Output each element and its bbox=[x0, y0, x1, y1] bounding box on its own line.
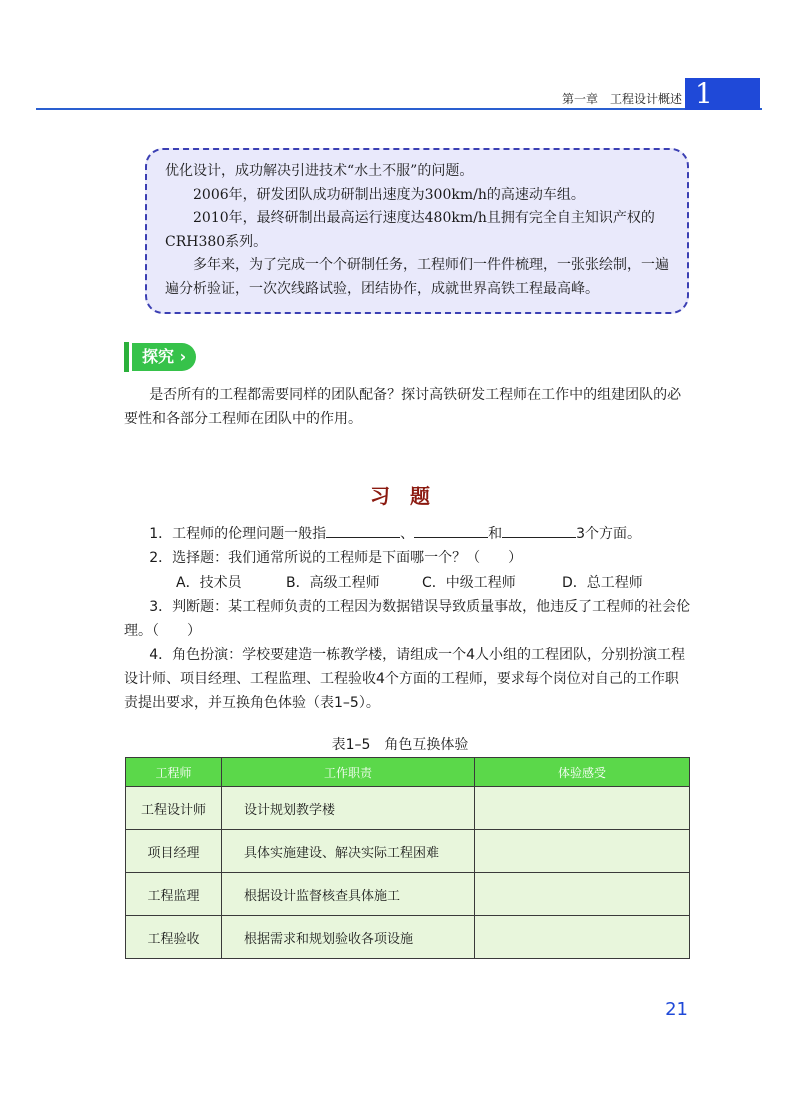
question-1-sep: 、 bbox=[400, 526, 415, 542]
table-header-engineer: 工程师 bbox=[126, 758, 222, 787]
table-cell-role: 工程设计师 bbox=[126, 787, 222, 830]
table-cell-role: 项目经理 bbox=[126, 830, 222, 873]
info-paragraph: 2006年，研发团队成功研制出速度为300km/h的高速动车组。 bbox=[193, 186, 585, 203]
table-cell-role: 工程监理 bbox=[126, 873, 222, 916]
table-cell-duty: 根据设计监督核查具体施工 bbox=[222, 873, 475, 916]
table-cell-experience[interactable] bbox=[475, 830, 690, 873]
question-1-text: 1．工程师的伦理问题一般指 bbox=[149, 526, 327, 542]
table-row bbox=[126, 830, 690, 873]
chapter-number-badge: 1 bbox=[685, 78, 760, 110]
table-cell-experience[interactable] bbox=[475, 787, 690, 830]
question-1-sep: 和 bbox=[488, 526, 503, 542]
question-2: 2．选择题：我们通常所说的工程师是下面哪一个？（ ） bbox=[149, 550, 523, 566]
table-caption: 表1–5 角色互换体验 bbox=[331, 737, 469, 753]
question-1 bbox=[124, 522, 692, 546]
table-row bbox=[126, 787, 690, 830]
explore-question: 是否所有的工程都需要同样的团队配备？探讨高铁研发工程师在工作中的组建团队的必要性和各部分工程师在团队中的作用。 bbox=[124, 387, 682, 427]
info-paragraph: 2010年，最终研制出最高运行速度达480km/h且拥有完全自主知识产权的CRH380系列。 bbox=[165, 210, 655, 250]
chapter-header-label: 第一章 工程设计概述 bbox=[561, 92, 682, 106]
answer-blank[interactable] bbox=[414, 523, 488, 538]
info-box bbox=[145, 148, 689, 314]
table-header-experience: 体验感受 bbox=[475, 758, 690, 787]
explore-tag-label: 探究 › bbox=[132, 343, 196, 371]
table-cell-role: 工程验收 bbox=[126, 916, 222, 959]
option-a[interactable]: A．技术员 bbox=[176, 575, 242, 591]
role-table bbox=[125, 757, 690, 959]
question-2-options bbox=[176, 571, 643, 595]
table-header-duty: 工作职责 bbox=[222, 758, 475, 787]
table-cell-duty: 具体实施建设、解决实际工程困难 bbox=[222, 830, 475, 873]
explore-tag-bar bbox=[124, 342, 129, 372]
table-row bbox=[126, 916, 690, 959]
exercises-title: 习 题 bbox=[370, 484, 430, 508]
table-cell-experience[interactable] bbox=[475, 873, 690, 916]
answer-blank[interactable] bbox=[326, 523, 400, 538]
header-rule bbox=[36, 108, 762, 110]
info-paragraph: 多年来，为了完成一个个研制任务，工程师们一件件梳理，一张张绘制，一遍遍分析验证，一次次线路试验，团结协作，成就世界高铁工程最高峰。 bbox=[165, 257, 669, 297]
option-b[interactable]: B．高级工程师 bbox=[286, 575, 380, 591]
table-cell-experience[interactable] bbox=[475, 916, 690, 959]
question-4: 4．角色扮演：学校要建造一栋教学楼，请组成一个4人小组的工程团队，分别扮演工程设计师、项目经理、工程监理、工程验收4个方面的工程师，要求每个岗位对自己的工作职责提出要求，并互换角色体验（表1–5）。 bbox=[124, 647, 685, 711]
answer-blank[interactable] bbox=[502, 523, 576, 538]
question-3: 3．判断题：某工程师负责的工程因为数据错误导致质量事故，他违反了工程师的社会伦理。（ ） bbox=[124, 599, 691, 639]
table-cell-duty: 设计规划教学楼 bbox=[222, 787, 475, 830]
table-header-row bbox=[126, 758, 690, 787]
table-row bbox=[126, 873, 690, 916]
question-1-end: 3个方面。 bbox=[576, 526, 642, 542]
table-cell-duty: 根据需求和规划验收各项设施 bbox=[222, 916, 475, 959]
explore-tag bbox=[124, 342, 196, 372]
option-d[interactable]: D．总工程师 bbox=[562, 575, 643, 591]
info-paragraph: 优化设计，成功解决引进技术“水土不服”的问题。 bbox=[165, 163, 474, 179]
option-c[interactable]: C．中级工程师 bbox=[422, 575, 516, 591]
page-number: 21 bbox=[665, 999, 688, 1020]
